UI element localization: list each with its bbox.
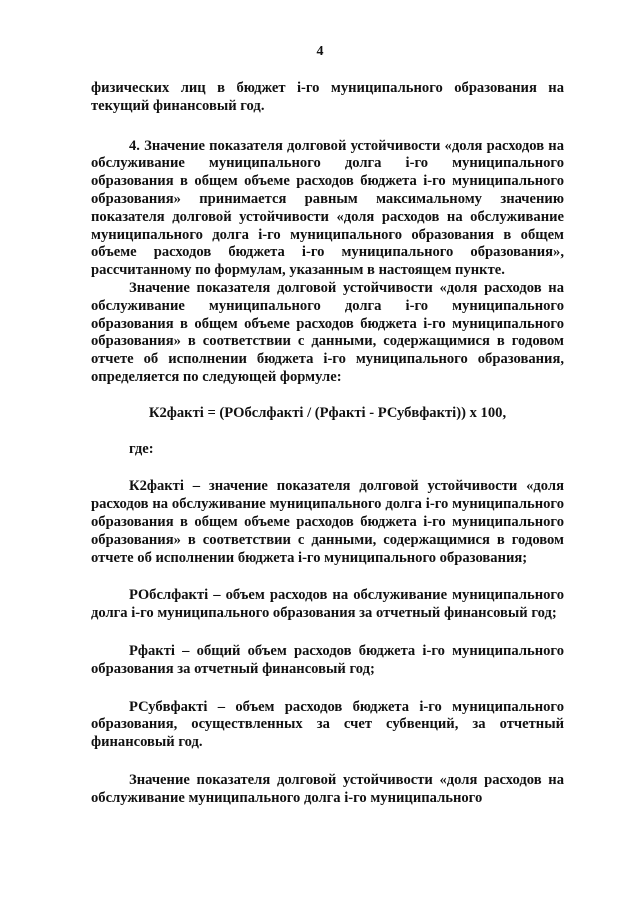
- paragraph-item-4: 4. Значение показателя долговой устойчивости «доля расходов на обслуживание муниципального долга i-го муниципального образования в общем объеме расходов бюджета i-го муниципального образования» принимается равным максимальному значению показателя долговой устойчивости «доля расходов на обслуживание муниципального долга i-го муниципального образования в общем объеме расходов бюджета i-го муниципального образования», рассчитанному по формулам, указанным в настоящем пункте.: [91, 137, 564, 279]
- definition-robslfakt: РОбслфактi – объем расходов на обслуживание муниципального долга i-го муниципального образования за отчетный финансовый год;: [91, 587, 564, 622]
- page-number: 4: [316, 44, 324, 59]
- definition-k2fakt: К2фактi – значение показателя долговой устойчивости «доля расходов на обслуживание муниципального долга i-го муниципального образования в общем объеме расходов бюджета i-го муниципального образования» в соответствии с данными, содержащимися в годовом отчете об исполнении бюджета i-го муниципального образования;: [91, 478, 564, 566]
- paragraph-continued: Значение показателя долговой устойчивости «доля расходов на обслуживание муниципального долга i-го муниципального: [91, 771, 564, 806]
- paragraph-continuation: физических лиц в бюджет i-го муниципального образования на текущий финансовый год.: [91, 80, 564, 114]
- paragraph-k2-intro: Значение показателя долговой устойчивости «доля расходов на обслуживание муниципального долга i-го муниципального образования в общем объеме расходов бюджета i-го муниципального образования» в соответствии с данными, содержащимися в годовом отчете об исполнении бюджета i-го муниципального образования, определяется по следующей формуле:: [91, 279, 564, 385]
- definition-rfakt: Рфактi – общий объем расходов бюджета i-го муниципального образования за отчетный финансовый год;: [91, 642, 564, 677]
- formula-k2: К2фактi = (РОбслфактi / (Рфактi - РСубвфактi)) x 100,: [148, 404, 507, 421]
- definition-rsubvfakt: РСубвфактi – объем расходов бюджета i-го муниципального образования, осуществленных за счет субвенций, за отчетный финансовый год.: [91, 698, 564, 751]
- document-body: [91, 80, 564, 808]
- paragraph-where: где:: [129, 440, 154, 457]
